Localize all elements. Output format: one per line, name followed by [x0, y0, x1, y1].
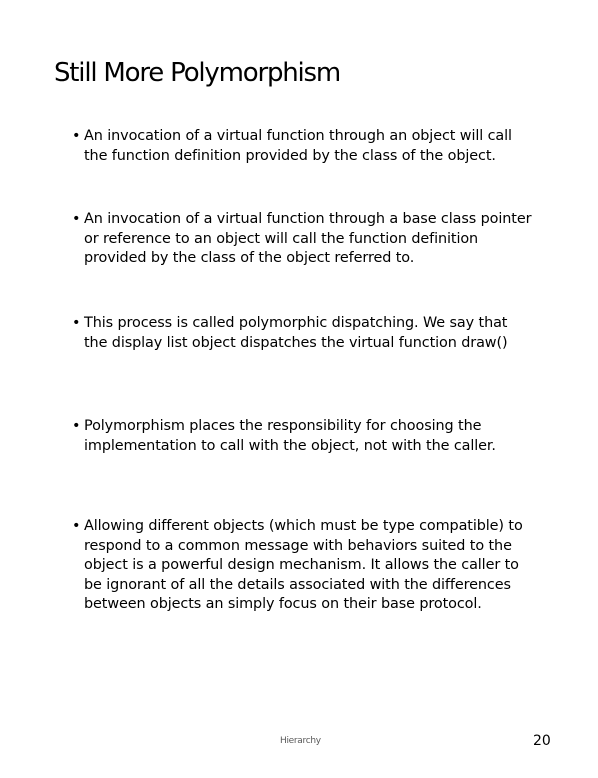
bullet-dot-icon: • — [72, 211, 81, 227]
slide-title: Still More Polymorphism — [54, 58, 341, 88]
bullet-text: This process is called polymorphic dispatching. We say that the display list object dispatches the virtual function draw() — [84, 315, 508, 351]
bullet-text: An invocation of a virtual function through a base class pointer or reference to an object will call the function definition provided by the class of the object referred to. — [84, 211, 532, 266]
page-number: 20 — [533, 733, 551, 749]
bullet-text: Allowing different objects (which must be type compatible) to respond to a common message with behaviors suited to the object is a powerful design mechanism. It allows the caller to be ignorant of all the details associated with the differences between objects an simply focus on their base protocol. — [84, 518, 523, 612]
footer-label: Hierarchy — [280, 736, 321, 746]
bullet-text: Polymorphism places the responsibility for choosing the implementation to call with the object, not with the caller. — [84, 418, 496, 454]
bullet-item — [72, 417, 532, 456]
bullet-dot-icon: • — [72, 518, 81, 534]
bullet-item — [72, 314, 532, 353]
bullet-dot-icon: • — [72, 315, 81, 331]
bullet-item — [72, 127, 532, 166]
bullet-text: An invocation of a virtual function through an object will call the function definition provided by the class of the object. — [84, 128, 512, 164]
bullet-dot-icon: • — [72, 418, 81, 434]
bullet-dot-icon: • — [72, 128, 81, 144]
bullet-item — [72, 210, 532, 269]
bullet-item — [72, 517, 532, 615]
